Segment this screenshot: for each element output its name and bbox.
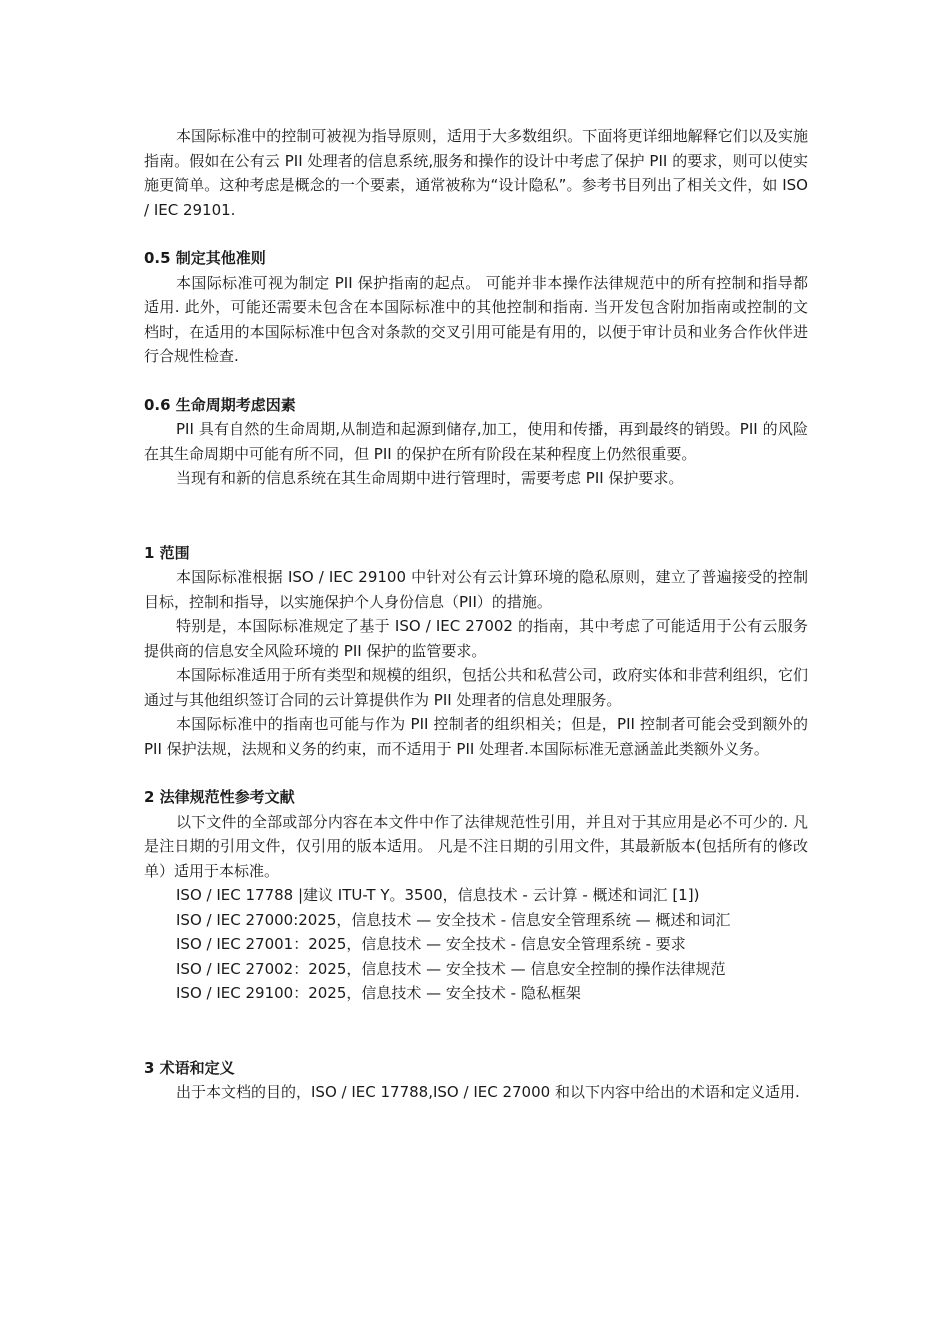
section-0-6-paragraph-1: PII 具有自然的生命周期,从制造和起源到储存,加工，使用和传播，再到最终的销毁。PII 的风险在其生命周期中可能有所不同，但 PII 的保护在所有阶段在某种程度上仍然很重要。 — [144, 420, 808, 463]
section-0-5-heading: 0.5 制定其他准则 — [144, 249, 266, 267]
section-0-6-heading: 0.6 生命周期考虑因素 — [144, 395, 296, 414]
section-3-heading: 3 术语和定义 — [144, 1058, 235, 1077]
reference-item: ISO / IEC 29100：2025，信息技术 — 安全技术 - 隐私框架 — [176, 984, 581, 1002]
section-0-6-paragraph-2: 当现有和新的信息系统在其生命周期中进行管理时，需要考虑 PII 保护要求。 — [176, 469, 684, 487]
reference-item: ISO / IEC 27002：2025，信息技术 — 安全技术 — 信息安全控制的操作法律规范 — [176, 959, 726, 978]
reference-item: ISO / IEC 27001：2025，信息技术 — 安全技术 - 信息安全管理系统 - 要求 — [176, 935, 686, 953]
document-body — [144, 124, 808, 1105]
section-1-paragraph-1: 本国际标准根据 ISO / IEC 29100 中针对公有云计算环境的隐私原则，建立了普遍接受的控制目标，控制和指导，以实施保护个人身份信息（PII）的措施。 — [144, 568, 808, 611]
section-1-paragraph-3: 本国际标准适用于所有类型和规模的组织，包括公共和私营公司，政府实体和非营利组织，它们通过与其他组织签订合同的云计算提供作为 PII 处理者的信息处理服务。 — [144, 666, 808, 709]
section-1-paragraph-4: 本国际标准中的指南也可能与作为 PII 控制者的组织相关；但是，PII 控制者可能会受到额外的 PII 保护法规，法规和义务的约束，而不适用于 PII 处理者.本国际标准无意涵盖此类额外义务。 — [144, 715, 808, 758]
section-2-paragraph: 以下文件的全部或部分内容在本文件中作了法律规范性引用，并且对于其应用是必不可少的. 凡是注日期的引用文件，仅引用的版本适用。 凡是不注日期的引用文件，其最新版本(包括所有的修改单）适用于本标准。 — [144, 812, 808, 880]
reference-item: ISO / IEC 17788 |建议 ITU-T Y。3500，信息技术 - 云计算 - 概述和词汇 [1]) — [176, 886, 700, 904]
section-3-paragraph: 出于本文档的目的，ISO / IEC 17788,ISO / IEC 27000 和以下内容中给出的术语和定义适用. — [176, 1083, 800, 1101]
reference-item: ISO / IEC 27000:2025，信息技术 — 安全技术 - 信息安全管理系统 — 概述和词汇 — [176, 910, 731, 929]
section-2-heading: 2 法律规范性参考文献 — [144, 788, 295, 806]
intro-paragraph: 本国际标准中的控制可被视为指导原则，适用于大多数组织。下面将更详细地解释它们以及实施指南。假如在公有云 PII 处理者的信息系统,服务和操作的设计中考虑了保护 PII 的要求，则可以使实施更简单。这种考虑是概念的一个要素，通常被称为“设计隐私”。参考书目列出了相关文件，如 ISO / IEC 29101. — [144, 127, 808, 219]
section-1-paragraph-2: 特别是，本国际标准规定了基于 ISO / IEC 27002 的指南，其中考虑了可能适用于公有云服务提供商的信息安全风险环境的 PII 保护的监管要求。 — [144, 617, 808, 660]
section-0-5-paragraph: 本国际标准可视为制定 PII 保护指南的起点。 可能并非本操作法律规范中的所有控制和指导都适用. 此外，可能还需要未包含在本国际标准中的其他控制和指南. 当开发包含附加指南或控制的文档时，在适用的本国际标准中包含对条款的交叉引用可能是有用的，以便于审计员和业务合作伙伴进行合规性检查. — [144, 273, 808, 365]
section-1-heading: 1 范围 — [144, 543, 190, 562]
